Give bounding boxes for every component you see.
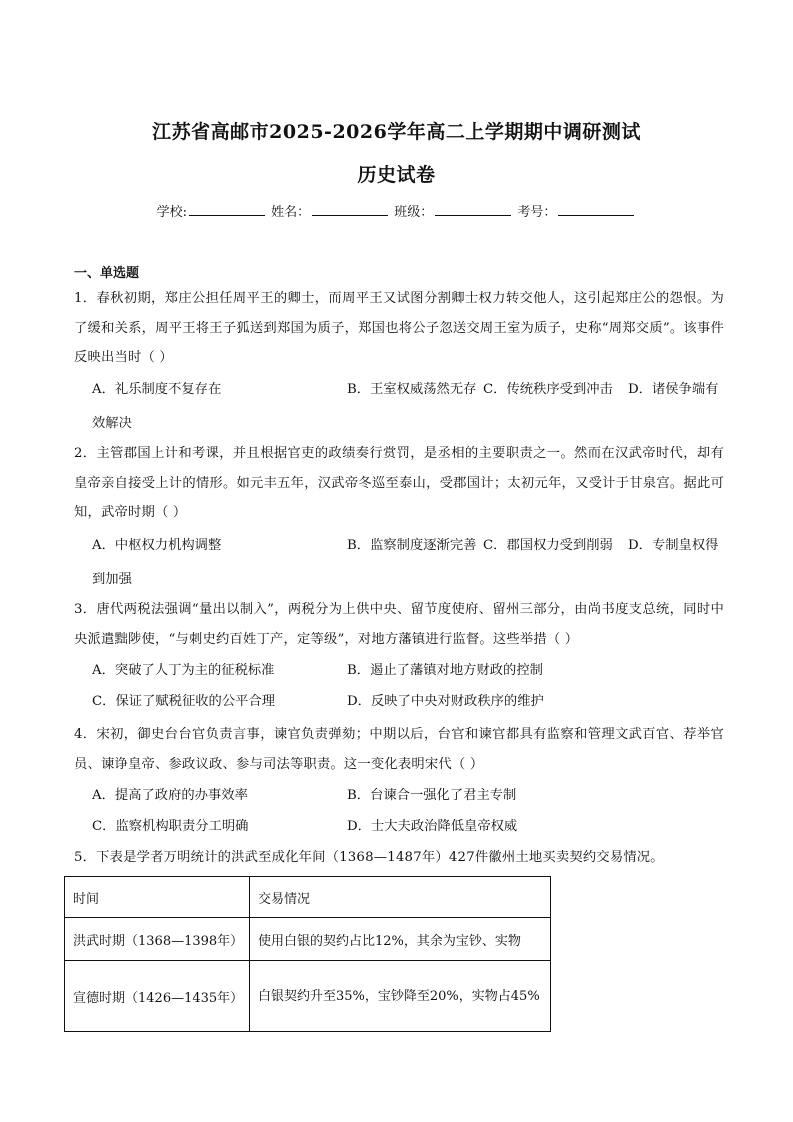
q1-option-d[interactable]: D．诸侯争端有 bbox=[628, 382, 719, 397]
student-info-line bbox=[0, 201, 793, 220]
q1-option-d-continuation: 效解决 bbox=[92, 416, 132, 431]
section-heading: 一、单选题 bbox=[74, 266, 140, 281]
class-label: 班级： bbox=[394, 205, 434, 220]
name-label: 姓名： bbox=[271, 205, 311, 220]
q4-option-a[interactable]: A．提高了政府的办事效率 bbox=[92, 788, 248, 803]
school-blank[interactable] bbox=[189, 203, 265, 216]
question-3: 3．唐代两税法强调“量出以制入”，两税分为上供中央、留节度使府、留州三部分，由尚书度支总统，同时中央派遣黜陟使，“与刺史约百姓丁产，定等级”，对地方藩镇进行监督。这些举措（ ） bbox=[74, 602, 724, 647]
table-cell: 白银契约升至35%，宝钞降至20%，实物占45% bbox=[250, 961, 551, 1032]
q2-option-d[interactable]: D．专制皇权得 bbox=[628, 538, 719, 553]
question-4: 4．宋初，御史台台官负责言事，谏官负责弹劾；中期以后，台官和谏官都具有监察和管理文武百官、荐举官员、谏诤皇帝、参政议政、参与司法等职责。这一变化表明宋代（ ） bbox=[74, 727, 724, 772]
class-blank[interactable] bbox=[435, 203, 511, 216]
exam-subtitle: 历史试卷 bbox=[357, 164, 436, 186]
q2-option-d-continuation: 到加强 bbox=[92, 572, 132, 587]
q4-option-d[interactable]: D．士大夫政治降低皇帝权威 bbox=[347, 819, 518, 834]
q3-option-d[interactable]: D．反映了中央对财政秩序的维护 bbox=[347, 694, 544, 709]
q1-option-a[interactable]: A．礼乐制度不复存在 bbox=[92, 382, 222, 397]
q4-option-c[interactable]: C．监察机构职责分工明确 bbox=[92, 819, 249, 834]
question-2: 2．主管郡国上计和考课，并且根据官吏的政绩奏行赏罚，是丞相的主要职责之一。然而在汉武帝时代，却有皇帝亲自接受上计的情形。如元丰五年，汉武帝冬巡至泰山，受郡国计；太初元年，又受计于甘泉宫。据此可知，武帝时期（ ） bbox=[74, 446, 724, 520]
q3-option-b[interactable]: B．遏止了藩镇对地方财政的控制 bbox=[347, 663, 543, 678]
q3-option-a[interactable]: A．突破了人丁为主的征税标准 bbox=[92, 663, 275, 678]
table-row bbox=[65, 961, 551, 1032]
question-5: 5．下表是学者万明统计的洪武至成化年间（1368—1487年）427件徽州土地买卖契约交易情况。 bbox=[74, 850, 664, 865]
q2-option-b[interactable]: B．监察制度逐渐完善 bbox=[347, 538, 477, 553]
school-label: 学校: bbox=[156, 205, 187, 220]
exam-number-label: 考号： bbox=[517, 205, 557, 220]
question-1: 1．春秋初期，郑庄公担任周平王的卿士，而周平王又试图分割卿士权力转交他人，这引起郑庄公的怨恨。为了缓和关系，周平王将王子狐送到郑国为质子，郑国也将公子忽送交周王室为质子，史称“周郑交质”。该事件反映出当时（ ） bbox=[74, 291, 724, 365]
table-cell: 洪武时期（1368—1398年） bbox=[65, 918, 250, 961]
q2-option-a[interactable]: A．中枢权力机构调整 bbox=[92, 538, 222, 553]
table-header-row bbox=[65, 877, 551, 918]
table-row bbox=[65, 918, 551, 961]
name-blank[interactable] bbox=[312, 203, 388, 216]
q3-option-c[interactable]: C．保证了赋税征收的公平合理 bbox=[92, 694, 276, 709]
q1-option-c[interactable]: C．传统秩序受到冲击 bbox=[483, 382, 613, 397]
table-cell: 宣德时期（1426—1435年） bbox=[65, 961, 250, 1032]
contract-table bbox=[64, 876, 551, 1032]
exam-number-blank[interactable] bbox=[558, 203, 634, 216]
table-header-cell: 交易情况 bbox=[250, 877, 551, 918]
exam-title: 江苏省高邮市2025-2026学年高二上学期期中调研测试 bbox=[152, 121, 641, 143]
q2-option-c[interactable]: C．郡国权力受到削弱 bbox=[483, 538, 613, 553]
q1-option-b[interactable]: B．王室权威荡然无存 bbox=[347, 382, 477, 397]
table-cell: 使用白银的契约占比12%，其余为宝钞、实物 bbox=[250, 918, 551, 961]
table-header-cell: 时间 bbox=[65, 877, 250, 918]
q4-option-b[interactable]: B．台谏合一强化了君主专制 bbox=[347, 788, 517, 803]
